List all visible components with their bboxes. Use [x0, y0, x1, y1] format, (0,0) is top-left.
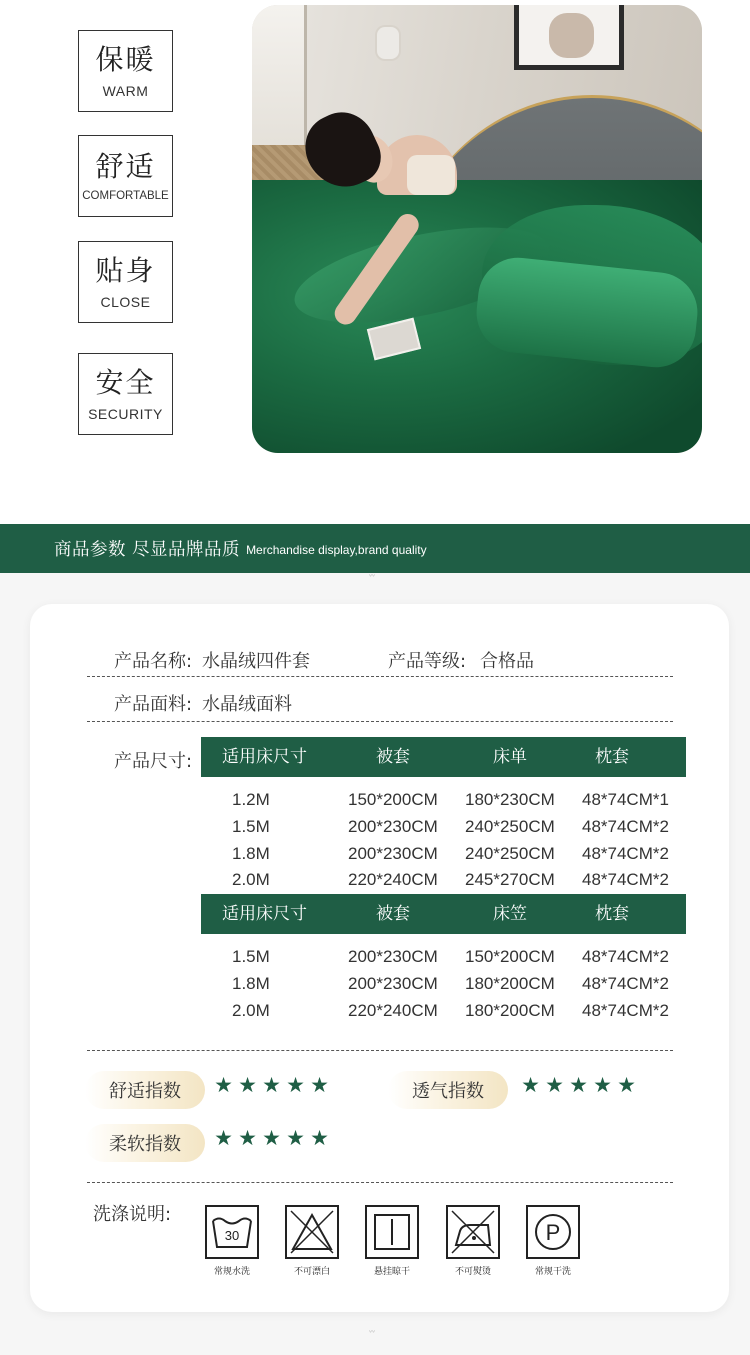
feature-title: 安全: [95, 366, 156, 399]
softness-index-label: [85, 1124, 205, 1162]
comfort-index-text: 舒适指数: [109, 1081, 181, 1102]
cell-fitted-sheet: 180*200CM: [465, 974, 555, 993]
divider: [87, 1182, 673, 1183]
wash-temperature: 30: [224, 1228, 240, 1243]
cell-duvet: 200*230CM: [348, 947, 438, 966]
cell-bed-size: 1.8M: [232, 844, 270, 863]
feature-badge-close: [78, 241, 173, 323]
breathability-index-text: 透气指数: [412, 1081, 484, 1102]
table-row: [201, 844, 686, 868]
star-icon: ★: [238, 1073, 257, 1097]
feature-badge-security: [78, 353, 173, 435]
cell-bed-size: 1.5M: [232, 817, 270, 836]
star-icon: ★: [310, 1126, 329, 1150]
feature-subtitle: CLOSE: [100, 294, 151, 310]
product-name-label: 产品名称:: [114, 651, 193, 672]
table-row: [201, 790, 686, 814]
star-icon: ★: [214, 1126, 233, 1150]
divider: [87, 721, 673, 722]
star-icon: ★: [310, 1073, 329, 1097]
softness-index-text: 柔软指数: [109, 1134, 181, 1155]
table-row: [201, 974, 686, 998]
cell-bed-size: 2.0M: [232, 870, 270, 889]
star-icon: ★: [545, 1073, 564, 1097]
divider: [87, 1050, 673, 1051]
care-label: 常规水洗: [213, 1267, 250, 1277]
no-iron-icon: [446, 1205, 500, 1259]
star-icon: ★: [262, 1126, 281, 1150]
softness-rating-stars: [214, 1127, 329, 1149]
product-size-label: 产品尺寸:: [114, 751, 193, 772]
feature-title: 贴身: [95, 254, 156, 287]
cell-bed-size: 1.2M: [232, 790, 270, 809]
star-icon: ★: [593, 1073, 612, 1097]
table-row: [201, 817, 686, 841]
cell-pillowcase: 48*74CM*1: [582, 790, 669, 809]
cell-pillowcase: 48*74CM*2: [582, 974, 669, 993]
feature-subtitle: SECURITY: [88, 406, 163, 422]
cell-bed-size: 1.8M: [232, 974, 270, 993]
header-sheet: 床单: [493, 747, 527, 767]
comfort-index-label: [85, 1071, 205, 1109]
cell-duvet: 200*230CM: [348, 974, 438, 993]
star-icon: ★: [569, 1073, 588, 1097]
feature-badge-comfortable: [78, 135, 173, 217]
comfort-rating-stars: [214, 1074, 329, 1096]
wash-30-icon: [205, 1205, 259, 1259]
cell-duvet: 220*240CM: [348, 870, 438, 889]
feature-title: 保暖: [95, 43, 156, 76]
size-table-header: [201, 894, 686, 934]
cell-sheet: 240*250CM: [465, 844, 555, 863]
care-title: 洗涤说明:: [93, 1204, 172, 1225]
cell-pillowcase: 48*74CM*2: [582, 844, 669, 863]
star-icon: ★: [214, 1073, 233, 1097]
cell-bed-size: 1.5M: [232, 947, 270, 966]
divider: [87, 676, 673, 677]
cell-pillowcase: 48*74CM*2: [582, 947, 669, 966]
breathability-rating-stars: [521, 1074, 636, 1096]
feature-subtitle: COMFORTABLE: [82, 190, 169, 202]
header-bed-size: 适用床尺寸: [222, 747, 307, 767]
care-label: 悬挂晾干: [373, 1267, 410, 1277]
chevron-down-icon: ˅˅: [368, 574, 374, 585]
star-icon: ★: [238, 1126, 257, 1150]
hang-dry-icon: [365, 1205, 419, 1259]
cell-pillowcase: 48*74CM*2: [582, 870, 669, 889]
cell-duvet: 220*240CM: [348, 1001, 438, 1020]
breathability-index-label: [388, 1071, 508, 1109]
cell-duvet: 150*200CM: [348, 790, 438, 809]
header-fitted-sheet: 床笠: [493, 904, 527, 924]
header-bed-size: 适用床尺寸: [222, 904, 307, 924]
chevron-down-icon: ˅˅: [368, 1330, 374, 1341]
banner-subtitle: Merchandise display,brand quality: [246, 543, 427, 557]
care-label: 不可熨烫: [454, 1267, 491, 1277]
care-label: 常规干洗: [534, 1267, 571, 1277]
cell-pillowcase: 48*74CM*2: [582, 1001, 669, 1020]
dry-clean-p-icon: [526, 1205, 580, 1259]
cell-fitted-sheet: 150*200CM: [465, 947, 555, 966]
cell-sheet: 240*250CM: [465, 817, 555, 836]
section-banner: [0, 524, 750, 573]
product-fabric-value: 水晶绒面料: [202, 694, 292, 715]
no-bleach-icon: [285, 1205, 339, 1259]
cell-sheet: 180*230CM: [465, 790, 555, 809]
table-row: [201, 947, 686, 971]
product-photo: [252, 5, 702, 453]
star-icon: ★: [262, 1073, 281, 1097]
table-row: [201, 870, 686, 894]
feature-subtitle: WARM: [102, 83, 149, 99]
cell-duvet: 200*230CM: [348, 844, 438, 863]
header-pillowcase: 枕套: [595, 904, 629, 924]
cell-bed-size: 2.0M: [232, 1001, 270, 1020]
cell-sheet: 245*270CM: [465, 870, 555, 889]
star-icon: ★: [521, 1073, 540, 1097]
table-row: [201, 1001, 686, 1025]
header-duvet: 被套: [376, 747, 410, 767]
cell-fitted-sheet: 180*200CM: [465, 1001, 555, 1020]
feature-badge-warm: [78, 30, 173, 112]
star-icon: ★: [617, 1073, 636, 1097]
banner-title: 商品参数 尽显品牌品质: [54, 540, 241, 560]
cell-pillowcase: 48*74CM*2: [582, 817, 669, 836]
cell-duvet: 200*230CM: [348, 817, 438, 836]
dry-clean-letter: P: [545, 1220, 561, 1245]
product-grade-value: 合格品: [480, 651, 534, 672]
care-label: 不可漂白: [293, 1267, 330, 1277]
size-table-header: [201, 737, 686, 777]
header-pillowcase: 枕套: [595, 747, 629, 767]
star-icon: ★: [286, 1073, 305, 1097]
product-name-value: 水晶绒四件套: [202, 651, 310, 672]
product-grade-label: 产品等级:: [388, 651, 467, 672]
product-fabric-label: 产品面料:: [114, 694, 193, 715]
feature-title: 舒适: [95, 150, 156, 183]
header-duvet: 被套: [376, 904, 410, 924]
star-icon: ★: [286, 1126, 305, 1150]
